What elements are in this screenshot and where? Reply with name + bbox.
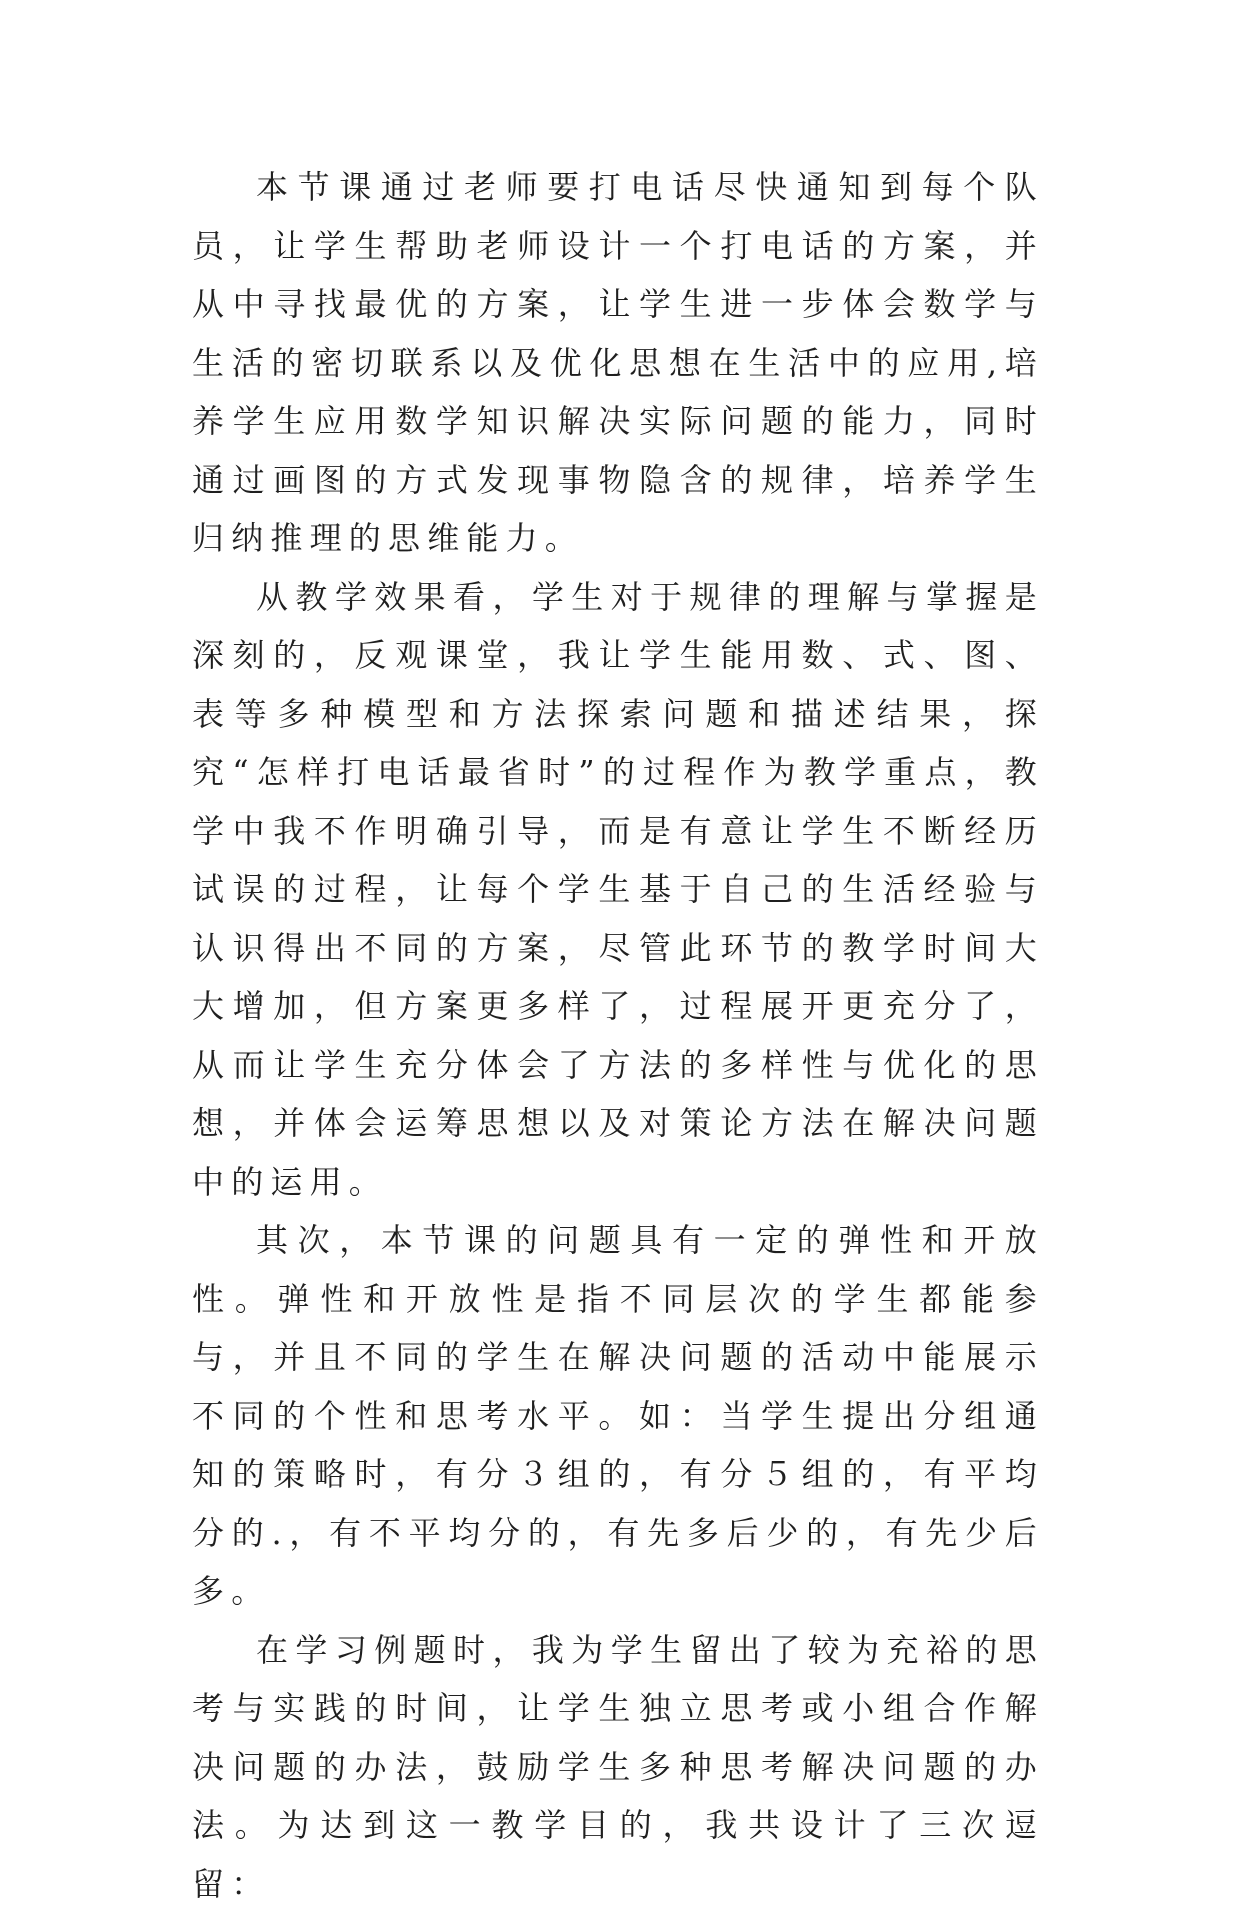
paragraph-3: 其次，本节课的问题具有一定的弹性和开放性。弹性和开放性是指不同层次的学生都能参与，并且不同的学生在解决问题的活动中能展示不同的个性和思考水平。如：当学生提出分组通知的策略时，有分３组的，有分５组的，有平均分的.，有不平均分的，有先多后少的，有先少后多。 xyxy=(192,1211,1044,1621)
paragraph-2: 从教学效果看，学生对于规律的理解与掌握是深刻的，反观课堂，我让学生能用数、式、图、表等多种模型和方法探索问题和描述结果，探究“怎样打电话最省时”的过程作为教学重点，教学中我不作明确引导，而是有意让学生不断经历试误的过程，让每个学生基于自己的生活经验与认识得出不同的方案，尽管此环节的教学时间大大增加，但方案更多样了，过程展开更充分了，从而让学生充分体会了方法的多样性与优化的思想，并体会运筹思想以及对策论方法在解决问题中的运用。 xyxy=(192,568,1044,1212)
document-body xyxy=(192,158,1044,1913)
paragraph-4: 在学习例题时，我为学生留出了较为充裕的思考与实践的时间，让学生独立思考或小组合作解决问题的办法，鼓励学生多种思考解决问题的办法。为达到这一教学目的，我共设计了三次逗留： xyxy=(192,1621,1044,1913)
paragraph-1: 本节课通过老师要打电话尽快通知到每个队员，让学生帮助老师设计一个打电话的方案，并从中寻找最优的方案，让学生进一步体会数学与生活的密切联系以及优化思想在生活中的应用,培养学生应用数学知识解决实际问题的能力，同时通过画图的方式发现事物隐含的规律，培养学生归纳推理的思维能力。 xyxy=(192,158,1044,568)
